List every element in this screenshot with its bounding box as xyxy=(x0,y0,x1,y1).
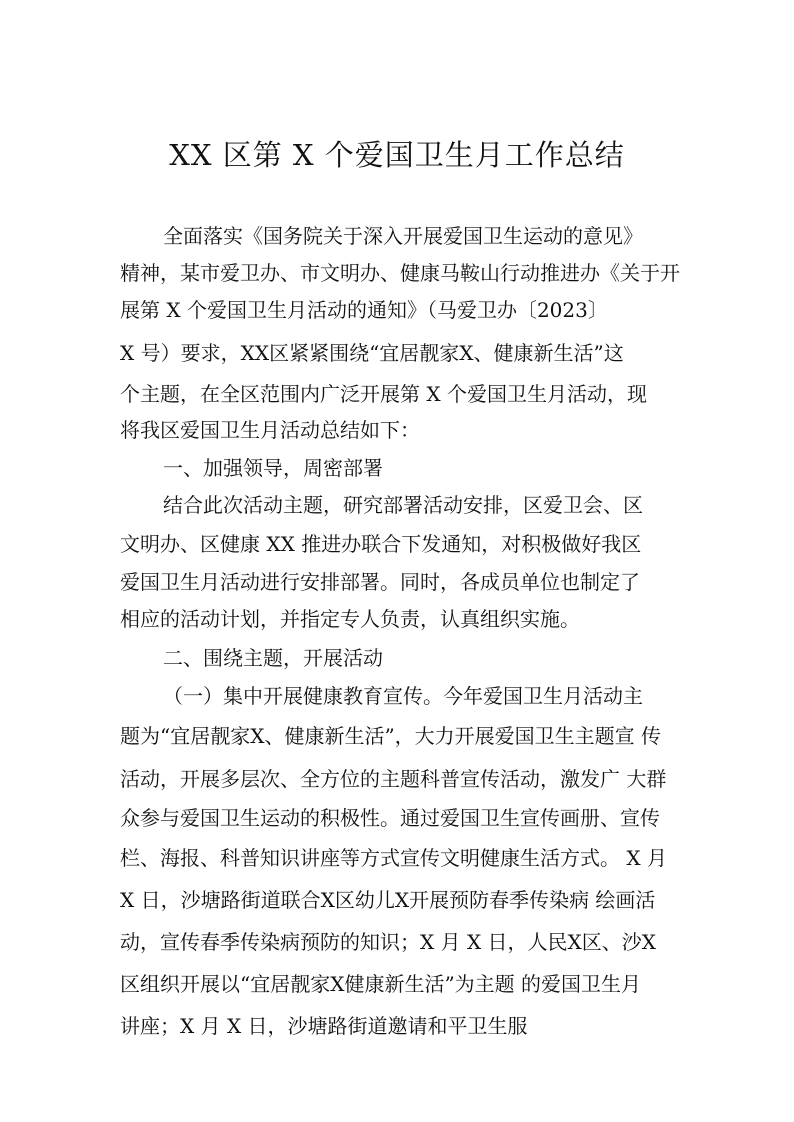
body-line: 众参与爱国卫生运动的积极性。通过爱国卫生宣传画册、宣传 xyxy=(120,806,660,830)
body-line: 爱国卫生月活动进行安排部署。同时，各成员单位也制定了 xyxy=(120,570,640,594)
body-line: 讲座；X 月 X 日，沙塘路街道邀请和平卫生服 xyxy=(120,1014,528,1038)
body-line: 将我区爱国卫生月活动总结如下： xyxy=(120,418,420,442)
body-line: 精神，某市爱卫办、市文明办、健康马鞍山行动推进办《关于开 xyxy=(120,261,680,285)
body-line: 动，宣传春季传染病预防的知识；X 月 X 日，人民X区、沙X xyxy=(120,930,657,954)
body-line: （一）集中开展健康教育宣传。今年爱国卫生月活动主 xyxy=(163,684,643,708)
body-line: 活动，开展多层次、全方位的主题科普宣传活动，激发广 大群 xyxy=(120,767,667,791)
body-line: X 号）要求，XX区紧紧围绕“宜居靓家X、健康新生活”这 xyxy=(120,341,624,365)
body-line: 个主题，在全区范围内广泛开展第 X 个爱国卫生月活动，现 xyxy=(120,382,647,406)
body-line: 展第 X 个爱国卫生月活动的通知》（马爱卫办〔2023〕 xyxy=(120,298,608,322)
body-line: X 日，沙塘路街道联合X区幼儿X开展预防春季传染病 绘画活 xyxy=(120,888,656,912)
body-line: 区组织开展以“宜居靓家X健康新生活”为主题 的爱国卫生月 xyxy=(120,972,642,996)
body-line: 栏、海报、科普知识讲座等方式宣传文明健康生活方式。 X 月 xyxy=(120,846,667,870)
section-heading: 二、围绕主题，开展活动 xyxy=(163,646,383,670)
body-line: 题为“宜居靓家X、健康新生活”，大力开展爱国卫生主题宣 传 xyxy=(120,724,662,748)
section-heading: 一、加强领导，周密部署 xyxy=(163,456,383,480)
body-line: 文明办、区健康 XX 推进办联合下发通知，对积极做好我区 xyxy=(120,532,642,556)
document-title: XX 区第 X 个爱国卫生月工作总结 xyxy=(169,138,625,172)
body-line: 全面落实《国务院关于深入开展爱国卫生运动的意见》 xyxy=(163,224,643,248)
body-line: 结合此次活动主题，研究部署活动安排，区爱卫会、区 xyxy=(163,493,643,517)
body-line: 相应的活动计划，并指定专人负责，认真组织实施。 xyxy=(120,607,580,631)
